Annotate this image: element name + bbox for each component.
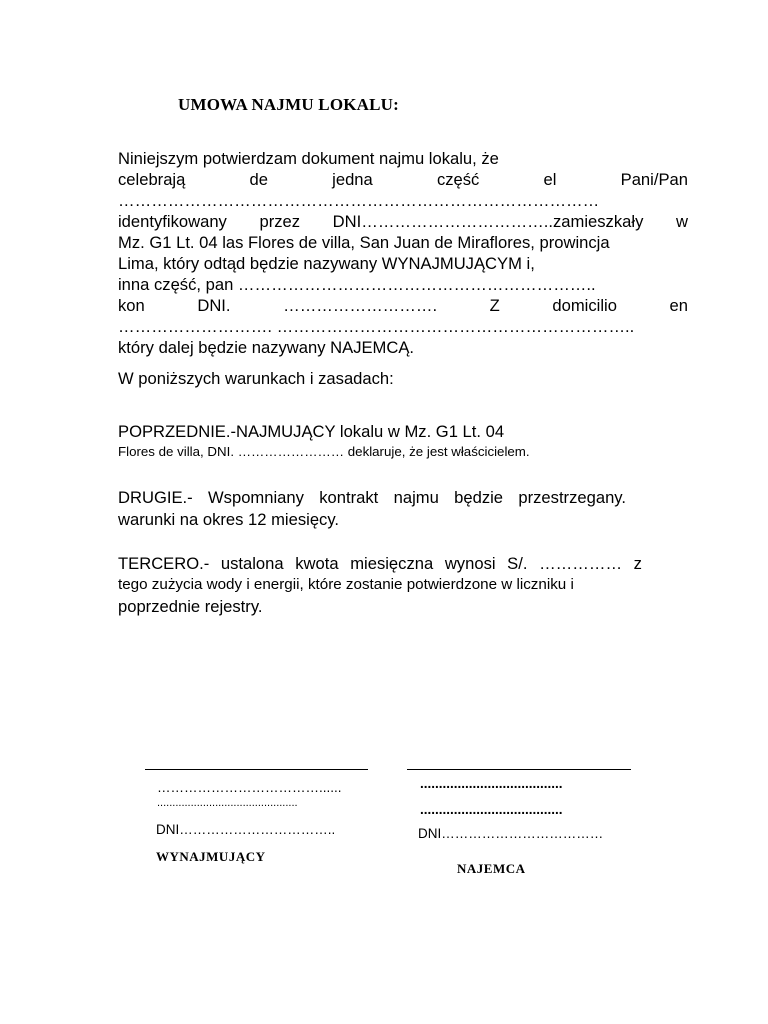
clause-word: miesięczna [350,554,434,573]
conditions-intro: W poniższych warunkach i zasadach: [118,369,394,388]
intro-line-4 [118,211,688,232]
document-title: UMOWA NAJMU LOKALU: [178,95,400,114]
intro-word: część [436,170,480,189]
clause-word: będzie [454,488,504,507]
intro-line-2 [118,169,688,190]
intro-word: de [249,170,268,189]
clause-second-line-1 [118,487,626,508]
intro-word: identyfikowany [118,212,227,231]
clause-word: kwota [295,554,339,573]
intro-word: Z [489,296,500,315]
clause-third-line-3: poprzednie rejestry. [118,597,263,616]
tenant-dni: DNI……………………………… [418,826,604,841]
intro-word: DNI. [197,296,231,315]
intro-word: DNI……………………………..zamieszkały [332,212,644,231]
clause-previous-line-2: Flores de villa, DNI. …………………… deklaruje, że jest właścicielem. [118,444,530,459]
intro-line-9: ………………………. ……………………………………………………….. [118,317,635,336]
intro-line-8 [118,295,688,316]
intro-line-1: Niniejszym potwierdzam dokument najmu lokalu, że [118,149,499,168]
intro-line-3: …………………………………………………………………………… [118,191,600,210]
clause-third-line-1 [118,553,642,574]
clause-word: …………… [539,554,623,573]
landlord-dots-1: ………………………………...... [157,780,342,795]
intro-word: ………………………. [283,296,438,315]
intro-word: el [543,170,557,189]
clause-word: najmu [393,488,439,507]
tenant-role: NAJEMCA [457,861,526,876]
clause-word: z [633,554,642,573]
clause-word: wynosi [444,554,496,573]
signature-line-tenant [407,769,631,770]
intro-line-10: który dalej będzie nazywany NAJEMCĄ. [118,338,415,357]
clause-word: przestrzegany. [518,488,626,507]
intro-word: kon [118,296,145,315]
clause-word: TERCERO.- [118,554,210,573]
landlord-role: WYNAJMUJĄCY [156,849,266,864]
intro-line-7: inna część, pan ……………………………………………………….. [118,275,596,294]
signature-line-landlord [145,769,368,770]
clause-third-line-2: tego zużycia wody i energii, które zostanie potwierdzone w liczniku i [118,576,574,593]
landlord-dni: DNI…………………………….. [156,822,336,837]
tenant-dots-2: ...................................... [420,802,563,817]
intro-word: przez [259,212,301,231]
intro-word: jedna [332,170,373,189]
clause-word: kontrakt [319,488,379,507]
clause-word: DRUGIE.- [118,488,193,507]
intro-word: domicilio [552,296,617,315]
clause-word: Wspomniany [208,488,304,507]
clause-word: ustalona [220,554,284,573]
clause-previous-line-1: POPRZEDNIE.-NAJMUJĄCY lokalu w Mz. G1 Lt. 04 [118,422,505,441]
intro-word: w [676,212,688,231]
intro-line-5: Mz. G1 Lt. 04 las Flores de villa, San Juan de Miraflores, prowincja [118,233,610,252]
tenant-dots-1: ...................................... [420,776,563,791]
intro-word: celebrają [118,170,186,189]
intro-line-6: Lima, który odtąd będzie nazywany WYNAJMUJĄCYM i, [118,254,535,273]
intro-word: en [669,296,688,315]
landlord-dots-2: .............................................. [157,797,298,809]
clause-second-line-2: warunki na okres 12 miesięcy. [118,510,340,529]
intro-word: Pani/Pan [620,170,688,189]
clause-word: S/. [507,554,528,573]
